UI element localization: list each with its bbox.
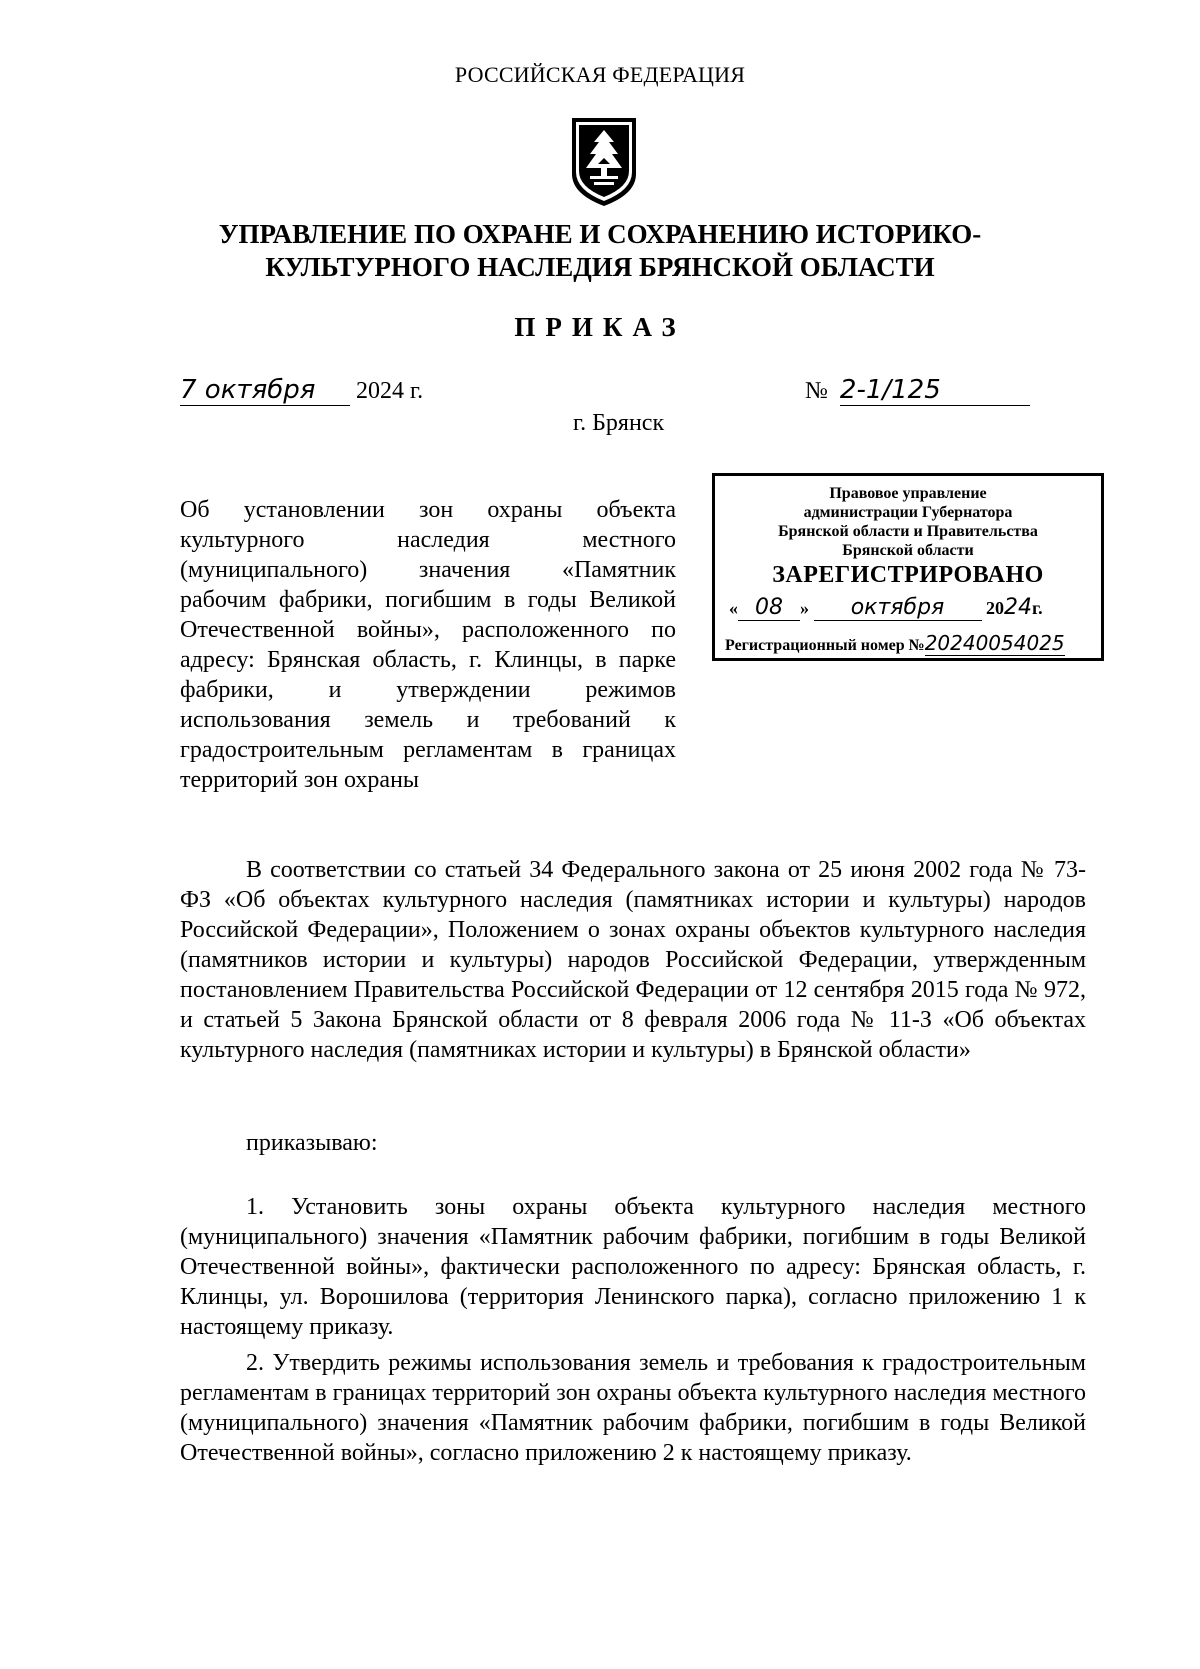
stamp-registered: ЗАРЕГИСТРИРОВАНО bbox=[772, 562, 1044, 588]
stamp-year-prefix: 20 bbox=[986, 598, 1004, 618]
federation-heading: РОССИЙСКАЯ ФЕДЕРАЦИЯ bbox=[454, 62, 746, 87]
stamp-line-2: администрации Губернатора bbox=[803, 504, 1013, 521]
order-word: приказываю: bbox=[246, 1130, 378, 1156]
stamp-date bbox=[729, 595, 1101, 621]
preamble-paragraph: В соответствии со статьей 34 Федерального закона от 25 июня 2002 года № 73-ФЗ «Об объектах культурного наследия (памятниках истории и культуры) народов Российской Федерации», Положением о зонах охраны объектов культурного наследия (памятников истории и культуры) народов Российской Федерации, утвержденным постановлением Правительства Российской Федерации от 12 сентября 2015 года № 972, и статьей 5 Закона Брянской области от 8 февраля 2006 года № 11-З «Об объектах культурного наследия (памятниках истории и культуры) в Брянской области» bbox=[180, 857, 1086, 1063]
registration-stamp bbox=[712, 473, 1104, 661]
order-date bbox=[180, 375, 423, 406]
stamp-authority bbox=[715, 484, 1101, 560]
stamp-day: 08 bbox=[738, 595, 800, 621]
order-item-2: 2. Утвердить режимы использования земель и требования к градостроительным регламентам в границах территорий зон охраны объекта культурного наследия местного (муниципального) значения «Памятник рабочим фабрики, погибшим в годы Великой Отечественной войны», согласно приложению 2 к настоящему приказу. bbox=[180, 1350, 1086, 1466]
stamp-year-suffix: г. bbox=[1032, 598, 1043, 618]
date-year: 2024 г. bbox=[356, 378, 424, 404]
stamp-quote-open: « bbox=[729, 598, 738, 618]
stamp-reg-label: Регистрационный номер № bbox=[725, 637, 925, 654]
stamp-month: октября bbox=[814, 595, 982, 621]
number-prefix: № bbox=[805, 378, 828, 404]
department-line-1: УПРАВЛЕНИЕ ПО ОХРАНЕ И СОХРАНЕНИЮ ИСТОРИКО- bbox=[218, 219, 982, 249]
department-line-2: КУЛЬТУРНОГО НАСЛЕДИЯ БРЯНСКОЙ ОБЛАСТИ bbox=[265, 252, 935, 282]
stamp-line-1: Правовое управление bbox=[829, 485, 987, 502]
number-handwritten: 2-1/125 bbox=[840, 375, 1030, 406]
stamp-year: 24 bbox=[1004, 595, 1032, 620]
order-subject: Об установлении зон охраны объекта культурного наследия местного (муниципального) значения «Памятник рабочим фабрики, погибшим в годы Великой Отечественной войны», расположенного по адресу: Брянская область, г. Клинцы, в парке фабрики, и утверждении режимов использования земель и требований к градостроительным регламентам в границах территорий зон охраны bbox=[180, 497, 676, 793]
stamp-line-4: Брянской области bbox=[842, 542, 974, 559]
city: г. Брянск bbox=[573, 410, 665, 436]
stamp-reg-number-handwritten: 20240054025 bbox=[924, 631, 1065, 655]
order-number bbox=[805, 375, 1030, 406]
document-type: ПРИКАЗ bbox=[514, 312, 686, 342]
stamp-reg-number bbox=[725, 631, 1101, 655]
bryansk-coat-of-arms-icon bbox=[568, 112, 640, 210]
order-item-1: 1. Установить зоны охраны объекта культурного наследия местного (муниципального) значения «Памятник рабочим фабрики, погибшим в годы Великой Отечественной войны», фактически расположенного по адресу: Брянская область, г. Клинцы, ул. Ворошилова (территория Ленинского парка), согласно приложению 1 к настоящему приказу. bbox=[180, 1194, 1086, 1340]
stamp-line-3: Брянской области и Правительства bbox=[778, 523, 1038, 540]
department-name bbox=[0, 218, 1200, 284]
date-handwritten: 7 октября bbox=[180, 375, 350, 406]
stamp-quote-close: » bbox=[800, 598, 809, 618]
